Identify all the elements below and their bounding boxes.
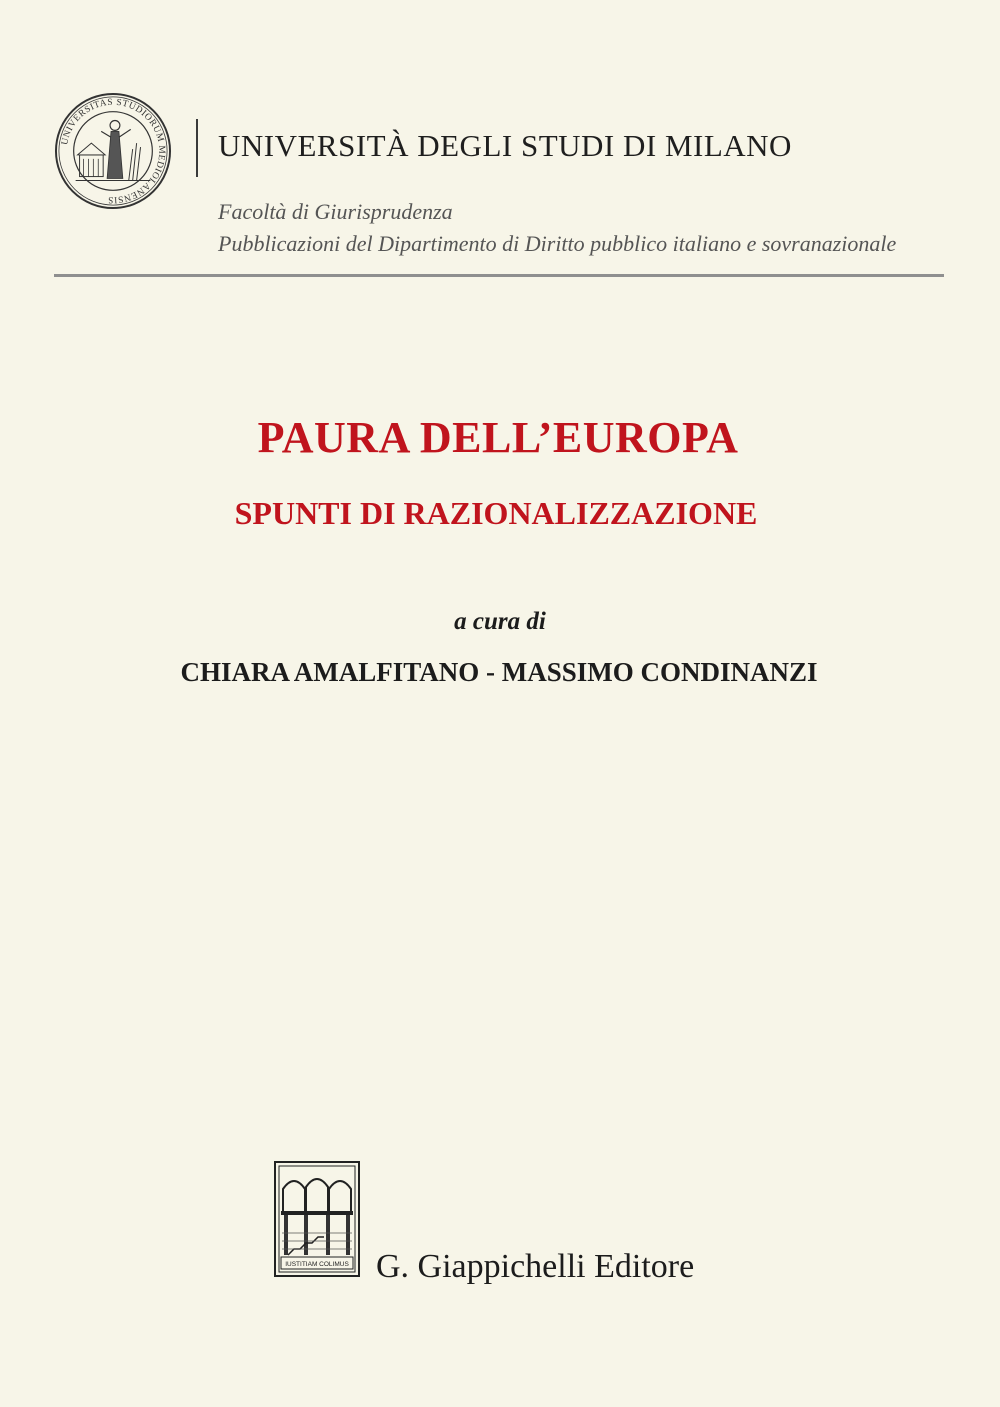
curated-by-label: a cura di <box>454 608 546 635</box>
publisher-logo-motto: IUSTITIAM COLIMUS <box>285 1261 349 1268</box>
header-rule <box>54 274 944 277</box>
book-title: PAURA DELL’EUROPA <box>257 413 739 462</box>
publisher-name: G. Giappichelli Editore <box>376 1248 695 1285</box>
header-divider <box>196 119 198 177</box>
faculty-name: Facoltà di Giurisprudenza <box>218 199 453 224</box>
university-name: UNIVERSITÀ DEGLI STUDI DI MILANO <box>218 128 792 163</box>
book-subtitle: SPUNTI DI RAZIONALIZZAZIONE <box>234 495 758 531</box>
department-series: Pubblicazioni del Dipartimento di Diritto pubblico italiano e sovranazionale <box>218 231 897 256</box>
university-seal-logo <box>54 92 172 210</box>
publisher-logo <box>274 1161 360 1277</box>
svg-text:UNIVERSITAS STUDIORUM MEDIOLAN: UNIVERSITAS STUDIORUM MEDIOLANENSIS <box>60 97 167 205</box>
editors-names: CHIARA AMALFITANO - MASSIMO CONDINANZI <box>180 657 818 687</box>
